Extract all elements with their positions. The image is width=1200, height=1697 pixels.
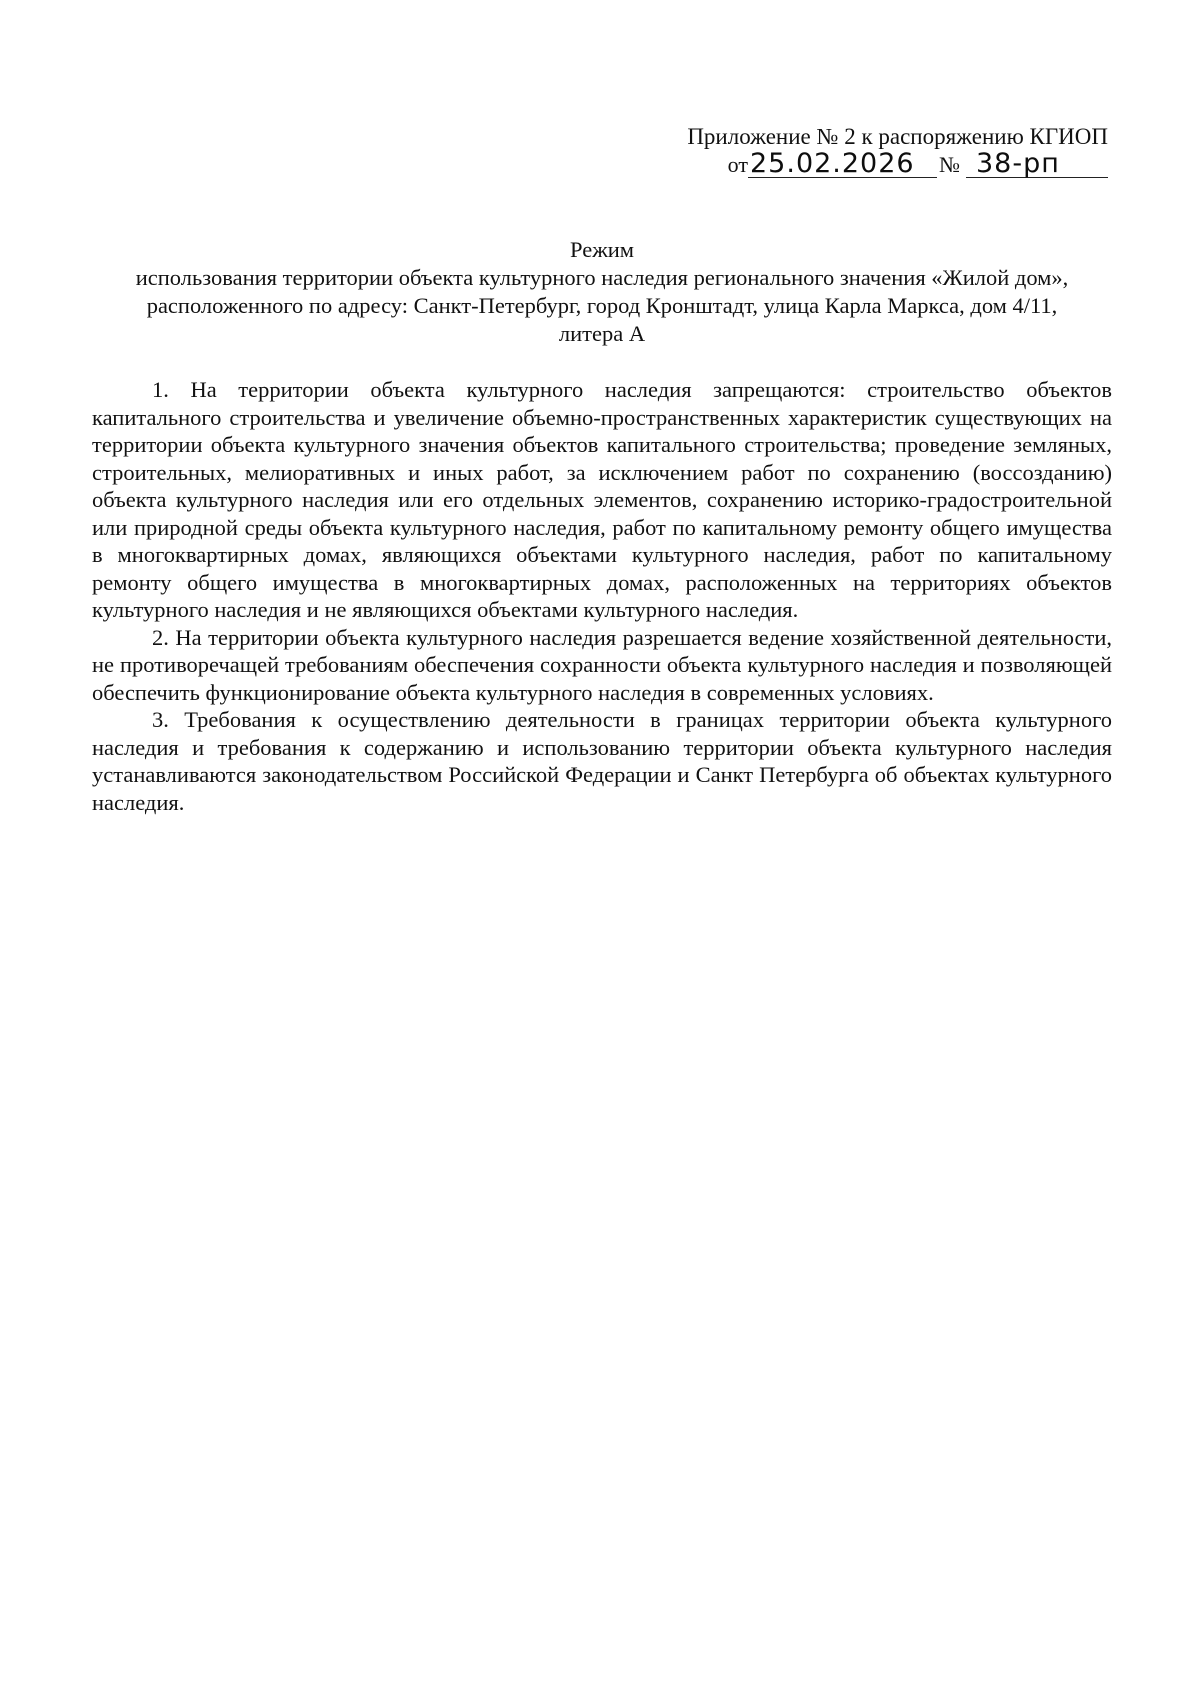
title-heading: Режим bbox=[569, 237, 635, 262]
appendix-header bbox=[588, 122, 1108, 180]
title-line-3: расположенного по адресу: Санкт-Петербург, город Кронштадт, улица Карла Маркса, дом 4/11, bbox=[146, 293, 1058, 318]
handwritten-number: 38-рп bbox=[966, 151, 1108, 178]
paragraph-1: 1. На территории объекта культурного наследия запрещаются: строительство объектов капитального строительства и увеличение объемно-пространственных характеристик существующих на территории объекта культурного значения объектов капитального строительства; проведение земляных, строительных, мелиоративных и иных работ, за исключением работ по сохранению (воссозданию) объекта культурного наследия или его отдельных элементов, сохранению историко-градостроительной или природной среды объекта культурного наследия, работ по капитальному ремонту общего имущества в многоквартирных домах, являющихся объектами культурного наследия, работ по капитальному ремонту общего имущества в многоквартирных домах, расположенных на территориях объектов культурного наследия и не являющихся объектами культурного наследия. bbox=[92, 377, 1112, 622]
document-body bbox=[92, 376, 1112, 816]
handwritten-date: 25.02.2026 bbox=[748, 151, 937, 178]
document-title bbox=[92, 236, 1112, 348]
title-line-2: использования территории объекта культурного наследия регионального значения «Жилой дом», bbox=[135, 265, 1069, 290]
title-line-4: литера А bbox=[558, 321, 646, 346]
paragraph-2: 2. На территории объекта культурного наследия разрешается ведение хозяйственной деятельности, не противоречащей требованиям обеспечения сохранности объекта культурного наследия и позволяющей обеспечить функционирование объекта культурного наследия в современных условиях. bbox=[92, 624, 1112, 705]
appendix-date-number-line bbox=[588, 150, 1108, 180]
paragraph-3: 3. Требования к осуществлению деятельности в границах территории объекта культурного наследия и требования к содержанию и использованию территории объекта культурного наследия устанавливаются законодательством Российской Федерации и Санкт Петербурга об объектах культурного наследия. bbox=[92, 707, 1112, 815]
date-prefix: от bbox=[727, 152, 748, 177]
number-sign: № bbox=[939, 152, 960, 177]
appendix-title: Приложение № 2 к распоряжению КГИОП bbox=[687, 124, 1108, 149]
